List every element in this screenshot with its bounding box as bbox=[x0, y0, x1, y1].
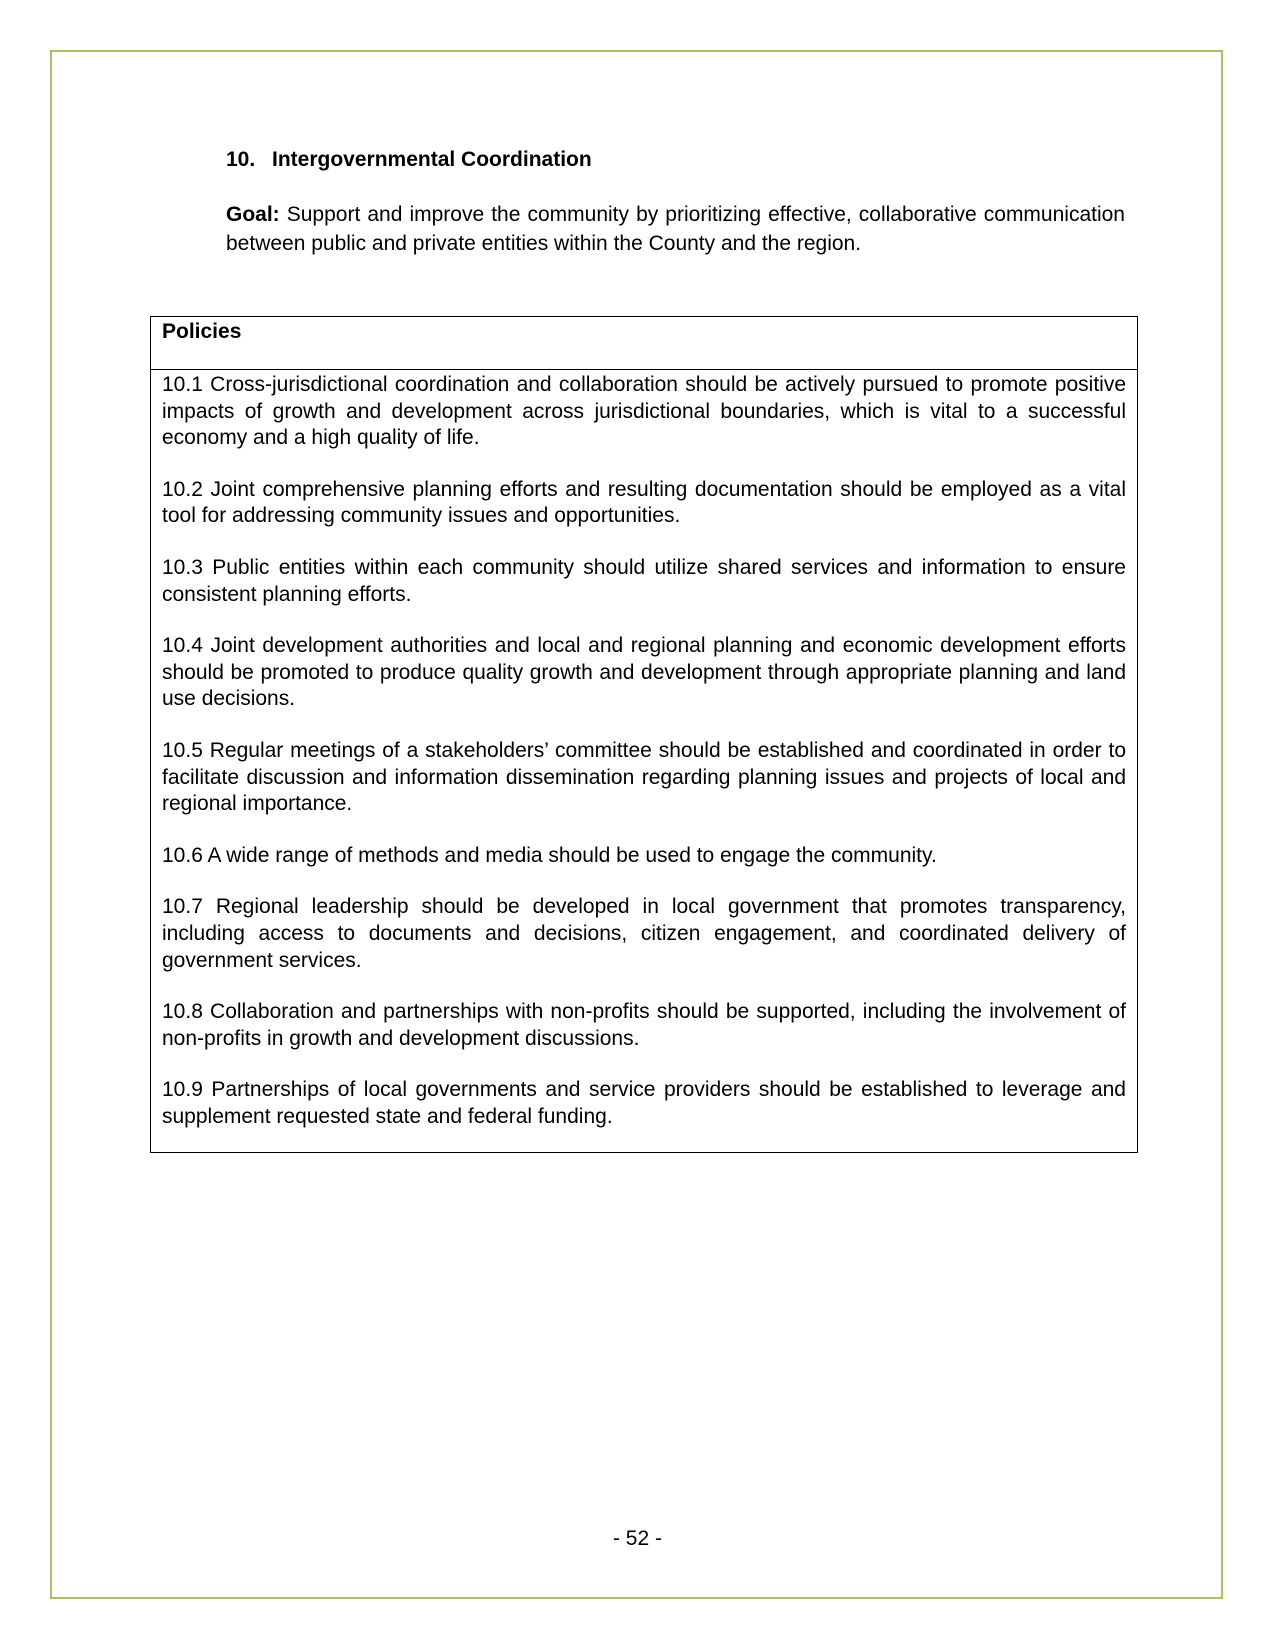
goal-paragraph bbox=[226, 200, 1125, 258]
policy-item: 10.7 Regional leadership should be developed in local government that promotes transparency, including access to documents and decisions, citizen engagement, and coordinated delivery of government services. bbox=[162, 895, 1126, 972]
page-number: - 52 - bbox=[612, 1527, 662, 1550]
policy-item: 10.6 A wide range of methods and media should be used to engage the community. bbox=[162, 843, 937, 867]
policies-table-header: Policies bbox=[151, 317, 1137, 370]
policy-item: 10.3 Public entities within each community should utilize shared services and information to ensure consistent planning efforts. bbox=[162, 555, 1126, 606]
goal-label: Goal: bbox=[226, 203, 280, 226]
policy-item: 10.1 Cross-jurisdictional coordination and collaboration should be actively pursued to promote positive impacts of growth and development across jurisdictional boundaries, which is vital to a successful economy and a high quality of life. bbox=[162, 373, 1126, 450]
policy-item: 10.8 Collaboration and partnerships with non-profits should be supported, including the involvement of non-profits in growth and development discussions. bbox=[162, 1000, 1126, 1050]
section-title: Intergovernmental Coordination bbox=[272, 148, 592, 171]
policies-table bbox=[150, 316, 1138, 1153]
policy-item: 10.9 Partnerships of local governments and service providers should be established to leverage and supplement requested state and federal funding. bbox=[162, 1078, 1126, 1128]
section-heading bbox=[226, 148, 592, 172]
policy-item: 10.4 Joint development authorities and local and regional planning and economic development efforts should be promoted to produce quality growth and development through appropriate planning and land use decisions. bbox=[162, 634, 1126, 711]
policy-item: 10.2 Joint comprehensive planning efforts and resulting documentation should be employed as a vital tool for addressing community issues and opportunities. bbox=[162, 477, 1126, 528]
section-number: 10. bbox=[226, 148, 256, 171]
policies-table-body bbox=[151, 370, 1137, 1130]
goal-text: Support and improve the community by prioritizing effective, collaborative communication between public and private entities within the County and the region. bbox=[226, 203, 1125, 255]
policy-item: 10.5 Regular meetings of a stakeholders’ committee should be established and coordinated in order to facilitate discussion and information dissemination regarding planning issues and projects of local and regional importance. bbox=[162, 738, 1126, 816]
